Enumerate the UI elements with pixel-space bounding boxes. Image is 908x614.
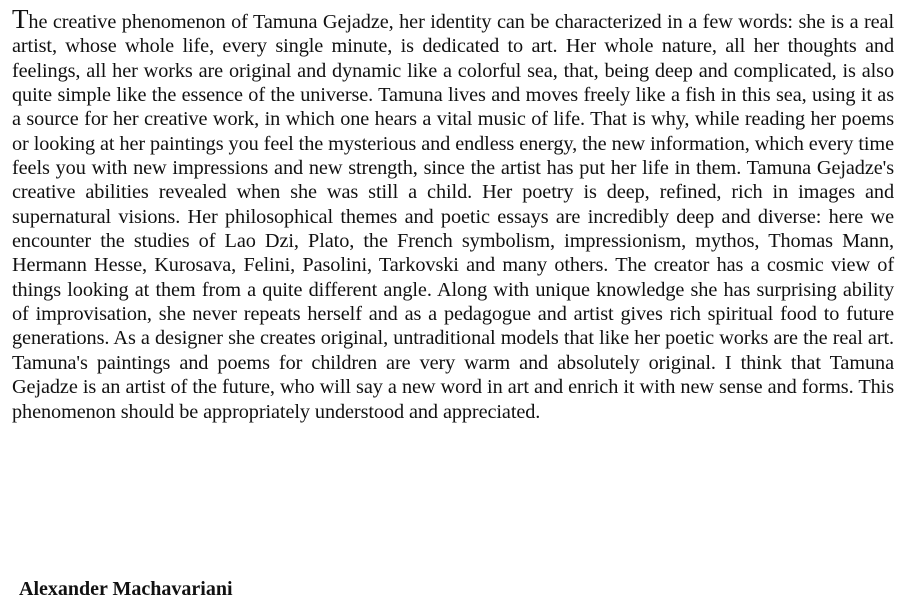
article-body-text: he creative phenomenon of Tamuna Gejadze, her identity can be characterized in a few words: she is a real artist, whose whole life, every single minute, is dedicated to art. Her whole nature, all her thoughts and feelings, all her works are original and dynamic like a colorful sea, that, being deep and complicated, is also quite simple like the essence of the universe. Tamuna lives and moves freely like a fish in this sea, using it as a source for her creative work, in which one hears a vital music of life. That is why, while reading her poems or looking at her paintings you feel the mysterious and endless energy, the new information, which every time feels you with new impressions and new strength, since the artist has put her life in them. Tamuna Gejadze's creative abilities revealed when she was still a child. Her poetry is deep, refined, rich in images and supernatural visions. Her philosophical themes and poetic essays are incredibly deep and diverse: here we encounter the studies of Lao Dzi, Plato, the French symbolism, impressionism, mythos, Thomas Mann, Hermann Hesse, Kurosava, Felini, Pasolini, Tarkovski and many others. The creator has a cosmic view of things looking at them from a quite different angle. Along with unique knowledge she has surprising ability of improvisation, she never repeats herself and as a pedagogue and artist gives rich spiritual food to future generations. As a designer she creates original, untraditional models that like her poetic works are the real art. Tamuna's paintings and poems for children are very warm and absolutely original. I think that Tamuna Gejadze is an artist of the future, who will say a new word in art and enrich it with new sense and forms. This phenomenon should be appropriately understood and appreciated. xyxy=(12,11,894,423)
drop-cap-letter: T xyxy=(12,4,29,34)
article-paragraph xyxy=(12,4,894,424)
author-signature: Alexander Machavariani xyxy=(19,578,233,600)
document-page xyxy=(12,4,894,600)
